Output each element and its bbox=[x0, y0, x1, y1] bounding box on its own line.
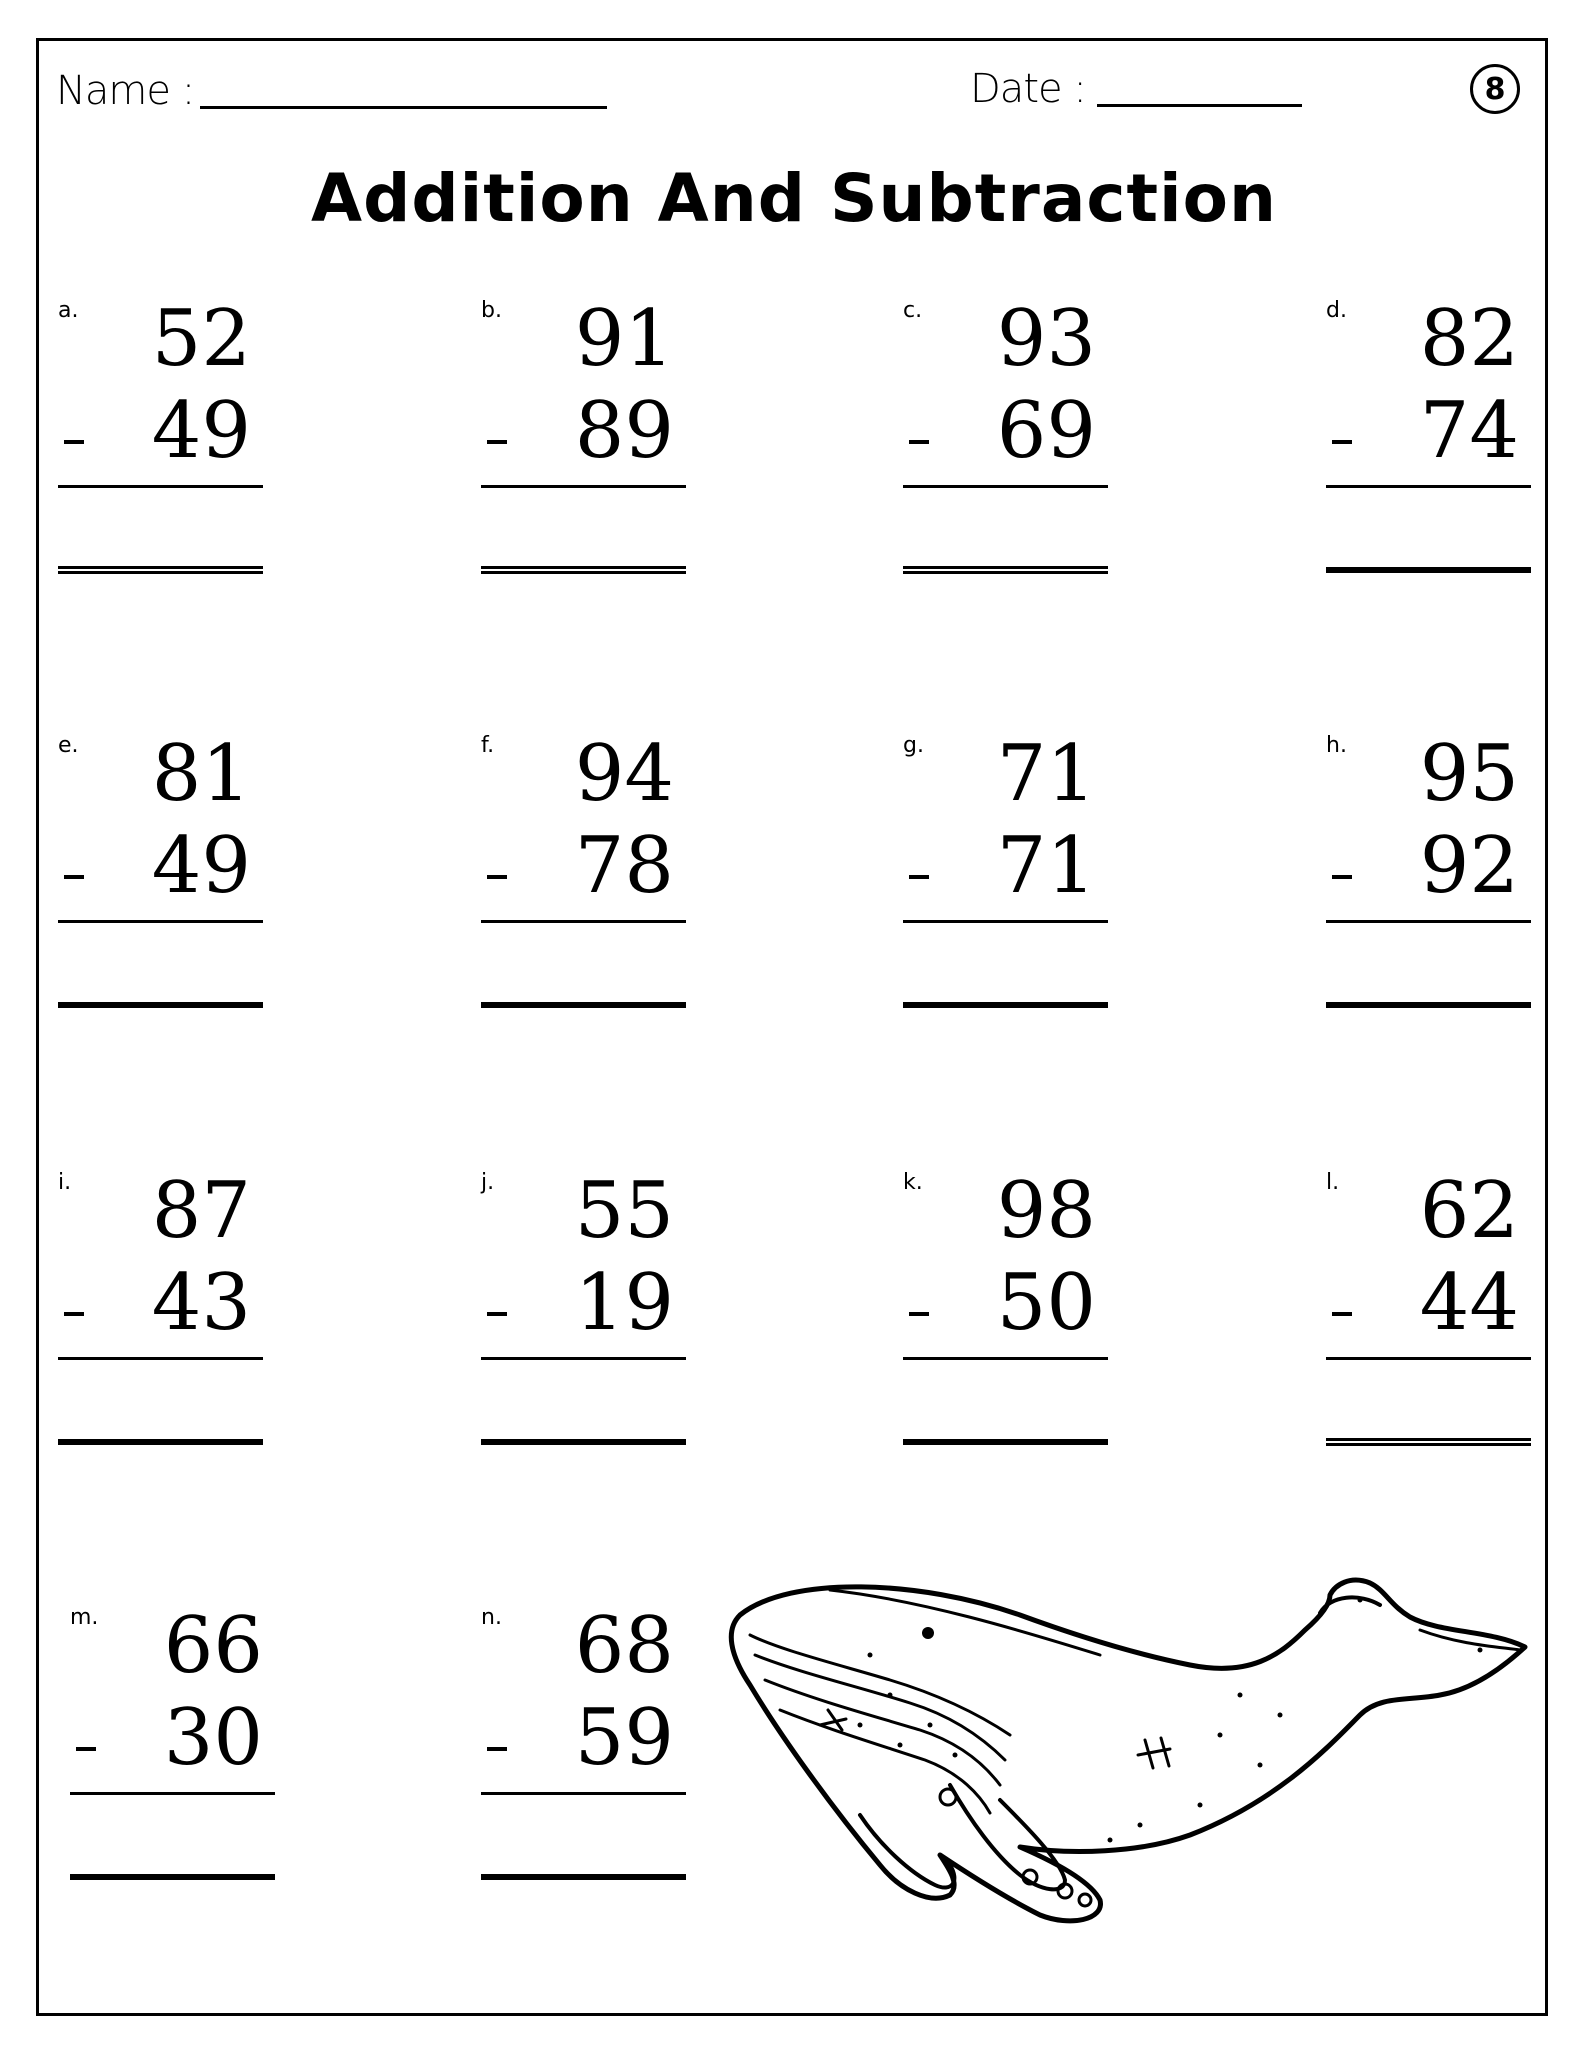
problem-label: j. bbox=[481, 1170, 495, 1195]
name-label: Name : bbox=[56, 68, 195, 114]
operation-line bbox=[481, 920, 686, 923]
subtrahend: 92 bbox=[1419, 821, 1519, 911]
problem-k bbox=[903, 1166, 1108, 1470]
minus-sign bbox=[64, 440, 84, 444]
answer-line[interactable] bbox=[70, 1874, 275, 1880]
subtrahend: 30 bbox=[163, 1693, 263, 1783]
problem-label: g. bbox=[903, 733, 924, 758]
name-field[interactable] bbox=[200, 106, 607, 109]
minuend: 87 bbox=[151, 1166, 251, 1256]
operation-line bbox=[1326, 920, 1531, 923]
answer-line[interactable] bbox=[481, 566, 686, 574]
answer-line[interactable] bbox=[1326, 567, 1531, 573]
subtrahend: 71 bbox=[996, 821, 1096, 911]
problem-label: e. bbox=[58, 733, 79, 758]
subtrahend: 49 bbox=[151, 386, 251, 476]
minus-sign bbox=[487, 1747, 507, 1751]
answer-line[interactable] bbox=[1326, 1438, 1531, 1446]
problem-d bbox=[1326, 294, 1531, 598]
problem-c bbox=[903, 294, 1108, 598]
operation-line bbox=[481, 1792, 686, 1795]
problem-l bbox=[1326, 1166, 1531, 1470]
minuend: 95 bbox=[1419, 729, 1519, 819]
minuend: 98 bbox=[996, 1166, 1096, 1256]
answer-line[interactable] bbox=[1326, 1002, 1531, 1008]
problem-label: i. bbox=[58, 1170, 72, 1195]
problem-a bbox=[58, 294, 263, 598]
subtrahend: 19 bbox=[574, 1258, 674, 1348]
operation-line bbox=[903, 485, 1108, 488]
problem-label: h. bbox=[1326, 733, 1347, 758]
problem-g bbox=[903, 729, 1108, 1033]
minuend: 68 bbox=[574, 1601, 674, 1691]
operation-line bbox=[481, 1357, 686, 1360]
minus-sign bbox=[1332, 440, 1352, 444]
minuend: 91 bbox=[574, 294, 674, 384]
problem-label: c. bbox=[903, 298, 923, 323]
operation-line bbox=[1326, 1357, 1531, 1360]
subtrahend: 78 bbox=[574, 821, 674, 911]
answer-line[interactable] bbox=[903, 1002, 1108, 1008]
operation-line bbox=[903, 1357, 1108, 1360]
operation-line bbox=[58, 920, 263, 923]
whale-icon bbox=[720, 1555, 1540, 1940]
page-number-badge: 8 bbox=[1470, 64, 1520, 114]
problem-label: d. bbox=[1326, 298, 1347, 323]
minus-sign bbox=[76, 1747, 96, 1751]
problem-label: k. bbox=[903, 1170, 923, 1195]
subtrahend: 59 bbox=[574, 1693, 674, 1783]
operation-line bbox=[58, 485, 263, 488]
problem-m bbox=[70, 1601, 275, 1905]
problem-label: n. bbox=[481, 1605, 502, 1630]
answer-line[interactable] bbox=[903, 566, 1108, 574]
date-label: Date : bbox=[970, 66, 1086, 112]
problem-n bbox=[481, 1601, 686, 1905]
operation-line bbox=[481, 485, 686, 488]
minuend: 55 bbox=[574, 1166, 674, 1256]
operation-line bbox=[58, 1357, 263, 1360]
minuend: 62 bbox=[1419, 1166, 1519, 1256]
subtrahend: 50 bbox=[996, 1258, 1096, 1348]
subtrahend: 44 bbox=[1419, 1258, 1519, 1348]
problem-label: b. bbox=[481, 298, 502, 323]
problem-e bbox=[58, 729, 263, 1033]
answer-line[interactable] bbox=[903, 1439, 1108, 1445]
minuend: 82 bbox=[1419, 294, 1519, 384]
minuend: 71 bbox=[996, 729, 1096, 819]
answer-line[interactable] bbox=[481, 1002, 686, 1008]
subtrahend: 49 bbox=[151, 821, 251, 911]
date-field[interactable] bbox=[1097, 104, 1302, 107]
minuend: 52 bbox=[151, 294, 251, 384]
operation-line bbox=[903, 920, 1108, 923]
minus-sign bbox=[64, 1312, 84, 1316]
problem-j bbox=[481, 1166, 686, 1470]
problem-label: l. bbox=[1326, 1170, 1340, 1195]
answer-line[interactable] bbox=[58, 1002, 263, 1008]
page-title: Addition And Subtraction bbox=[311, 160, 1277, 237]
answer-line[interactable] bbox=[58, 1439, 263, 1445]
minus-sign bbox=[1332, 875, 1352, 879]
problem-label: m. bbox=[70, 1605, 99, 1630]
minuend: 81 bbox=[151, 729, 251, 819]
answer-line[interactable] bbox=[481, 1439, 686, 1445]
operation-line bbox=[70, 1792, 275, 1795]
problem-label: a. bbox=[58, 298, 79, 323]
answer-line[interactable] bbox=[58, 566, 263, 574]
minus-sign bbox=[909, 440, 929, 444]
problem-i bbox=[58, 1166, 263, 1470]
minuend: 94 bbox=[574, 729, 674, 819]
problem-label: f. bbox=[481, 733, 495, 758]
minus-sign bbox=[64, 875, 84, 879]
minus-sign bbox=[909, 1312, 929, 1316]
minus-sign bbox=[1332, 1312, 1352, 1316]
subtrahend: 89 bbox=[574, 386, 674, 476]
minuend: 66 bbox=[163, 1601, 263, 1691]
answer-line[interactable] bbox=[481, 1874, 686, 1880]
problem-h bbox=[1326, 729, 1531, 1033]
subtrahend: 69 bbox=[996, 386, 1096, 476]
minus-sign bbox=[487, 440, 507, 444]
minus-sign bbox=[487, 1312, 507, 1316]
subtrahend: 74 bbox=[1419, 386, 1519, 476]
minus-sign bbox=[909, 875, 929, 879]
subtrahend: 43 bbox=[151, 1258, 251, 1348]
problem-b bbox=[481, 294, 686, 598]
operation-line bbox=[1326, 485, 1531, 488]
problem-f bbox=[481, 729, 686, 1033]
minuend: 93 bbox=[996, 294, 1096, 384]
minus-sign bbox=[487, 875, 507, 879]
